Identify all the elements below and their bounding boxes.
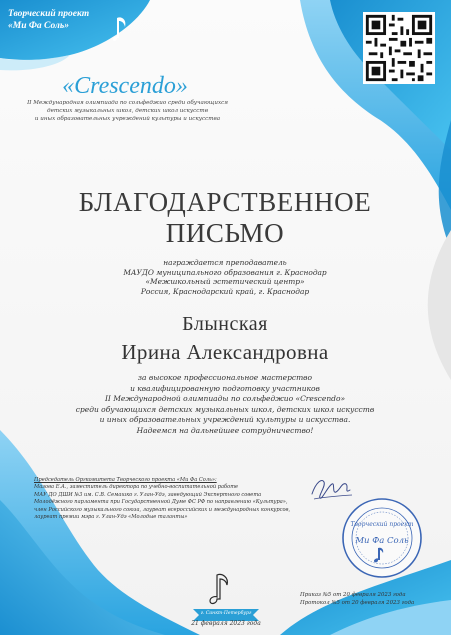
brand-line-1: Творческий проект [8, 9, 90, 19]
brand-line-2: «Ми Фа Соль» [8, 21, 69, 31]
olympiad-description-line: II Международная олимпиада по сольфеджио среди обучающихся [27, 100, 228, 106]
reason-line: среди обучающихся детских музыкальных школ, детских школ искусств [75, 404, 375, 414]
letter-title [40, 187, 410, 249]
stamp-icon [340, 496, 424, 580]
letter-title-line-1: БЛАГОДАРСТВЕННОЕ [78, 187, 372, 217]
olympiad-description-line: детских музыкальных школ, детских школ искусств [47, 108, 208, 115]
protocol-line-2: Протокол №5 от 20 февраля 2023 года [300, 599, 415, 606]
awarded-line: Россия, Краснодарский край, г. Краснодар [140, 286, 310, 296]
olympiad-description [20, 99, 235, 124]
olympiad-name: «Crescendo» [62, 73, 188, 99]
reason-line: и квалифицированную подготовку участников [130, 383, 320, 393]
reason-line: Надеемся на дальнейшее сотрудничество! [136, 425, 314, 435]
qr-code-icon [363, 12, 435, 84]
reason-block [40, 373, 410, 437]
reason-line: за высокое профессиональное мастерство [137, 373, 313, 382]
reason-line: и иных образовательных учреждений культуры и искусства. [99, 415, 351, 425]
organizer-block [34, 477, 304, 521]
music-note-icon [112, 14, 130, 44]
awarded-block [60, 258, 390, 296]
organizer-line: МАУ ДО ДШИ №3 им. С.В. Семашко г. Улан-Удэ, заведующий Экспертного совета [34, 491, 262, 498]
protocol-block [300, 592, 445, 607]
protocol-line-1: Приказ №5 от 20 февраля 2023 года [300, 592, 406, 598]
city-label: г. Санкт-Петербург [200, 611, 252, 616]
recipient-given-names: Ирина Александровна [121, 340, 329, 364]
organizer-line: Председатель Оргкомитета Творческого проекта «Ми Фа Соль»: [34, 477, 217, 483]
olympiad-description-line: и иных образовательных учреждений культуры и искусства [34, 116, 221, 123]
stamp-top-text: Творческий проект [350, 521, 414, 528]
organizer-line: член Российского музыкального союза, лауреат всероссийских и международных конкурсов, [34, 506, 291, 513]
music-note-icon [210, 574, 227, 603]
awarded-line: «Межшкольный эстетический центр» [145, 277, 305, 287]
letter-title-line-2: ПИСЬМО [165, 218, 285, 248]
stamp-center-text: Ми Фа Соль [355, 536, 409, 546]
brand-title [8, 8, 116, 32]
reason-line: II Международной олимпиады по сольфеджио «Crescendo» [104, 394, 346, 404]
recipient-surname: Блынская [182, 313, 268, 335]
issue-date: 21 февраля 2023 года [191, 620, 261, 627]
organizer-line: лауреат премии мэра г. Улан-Удэ «Молодые таланты» [34, 514, 188, 521]
organizer-line: Мазова Е.А., заместитель директора по учебно-воспитательной работе [34, 484, 239, 491]
awarded-line: МАУДО муниципального образования г. Краснодар [123, 267, 327, 277]
awarded-line: награждается преподаватель [163, 258, 287, 267]
organizer-line: Молодёжного парламента при Государственной Думе ФС РФ по направлению «Культура», [34, 499, 288, 506]
